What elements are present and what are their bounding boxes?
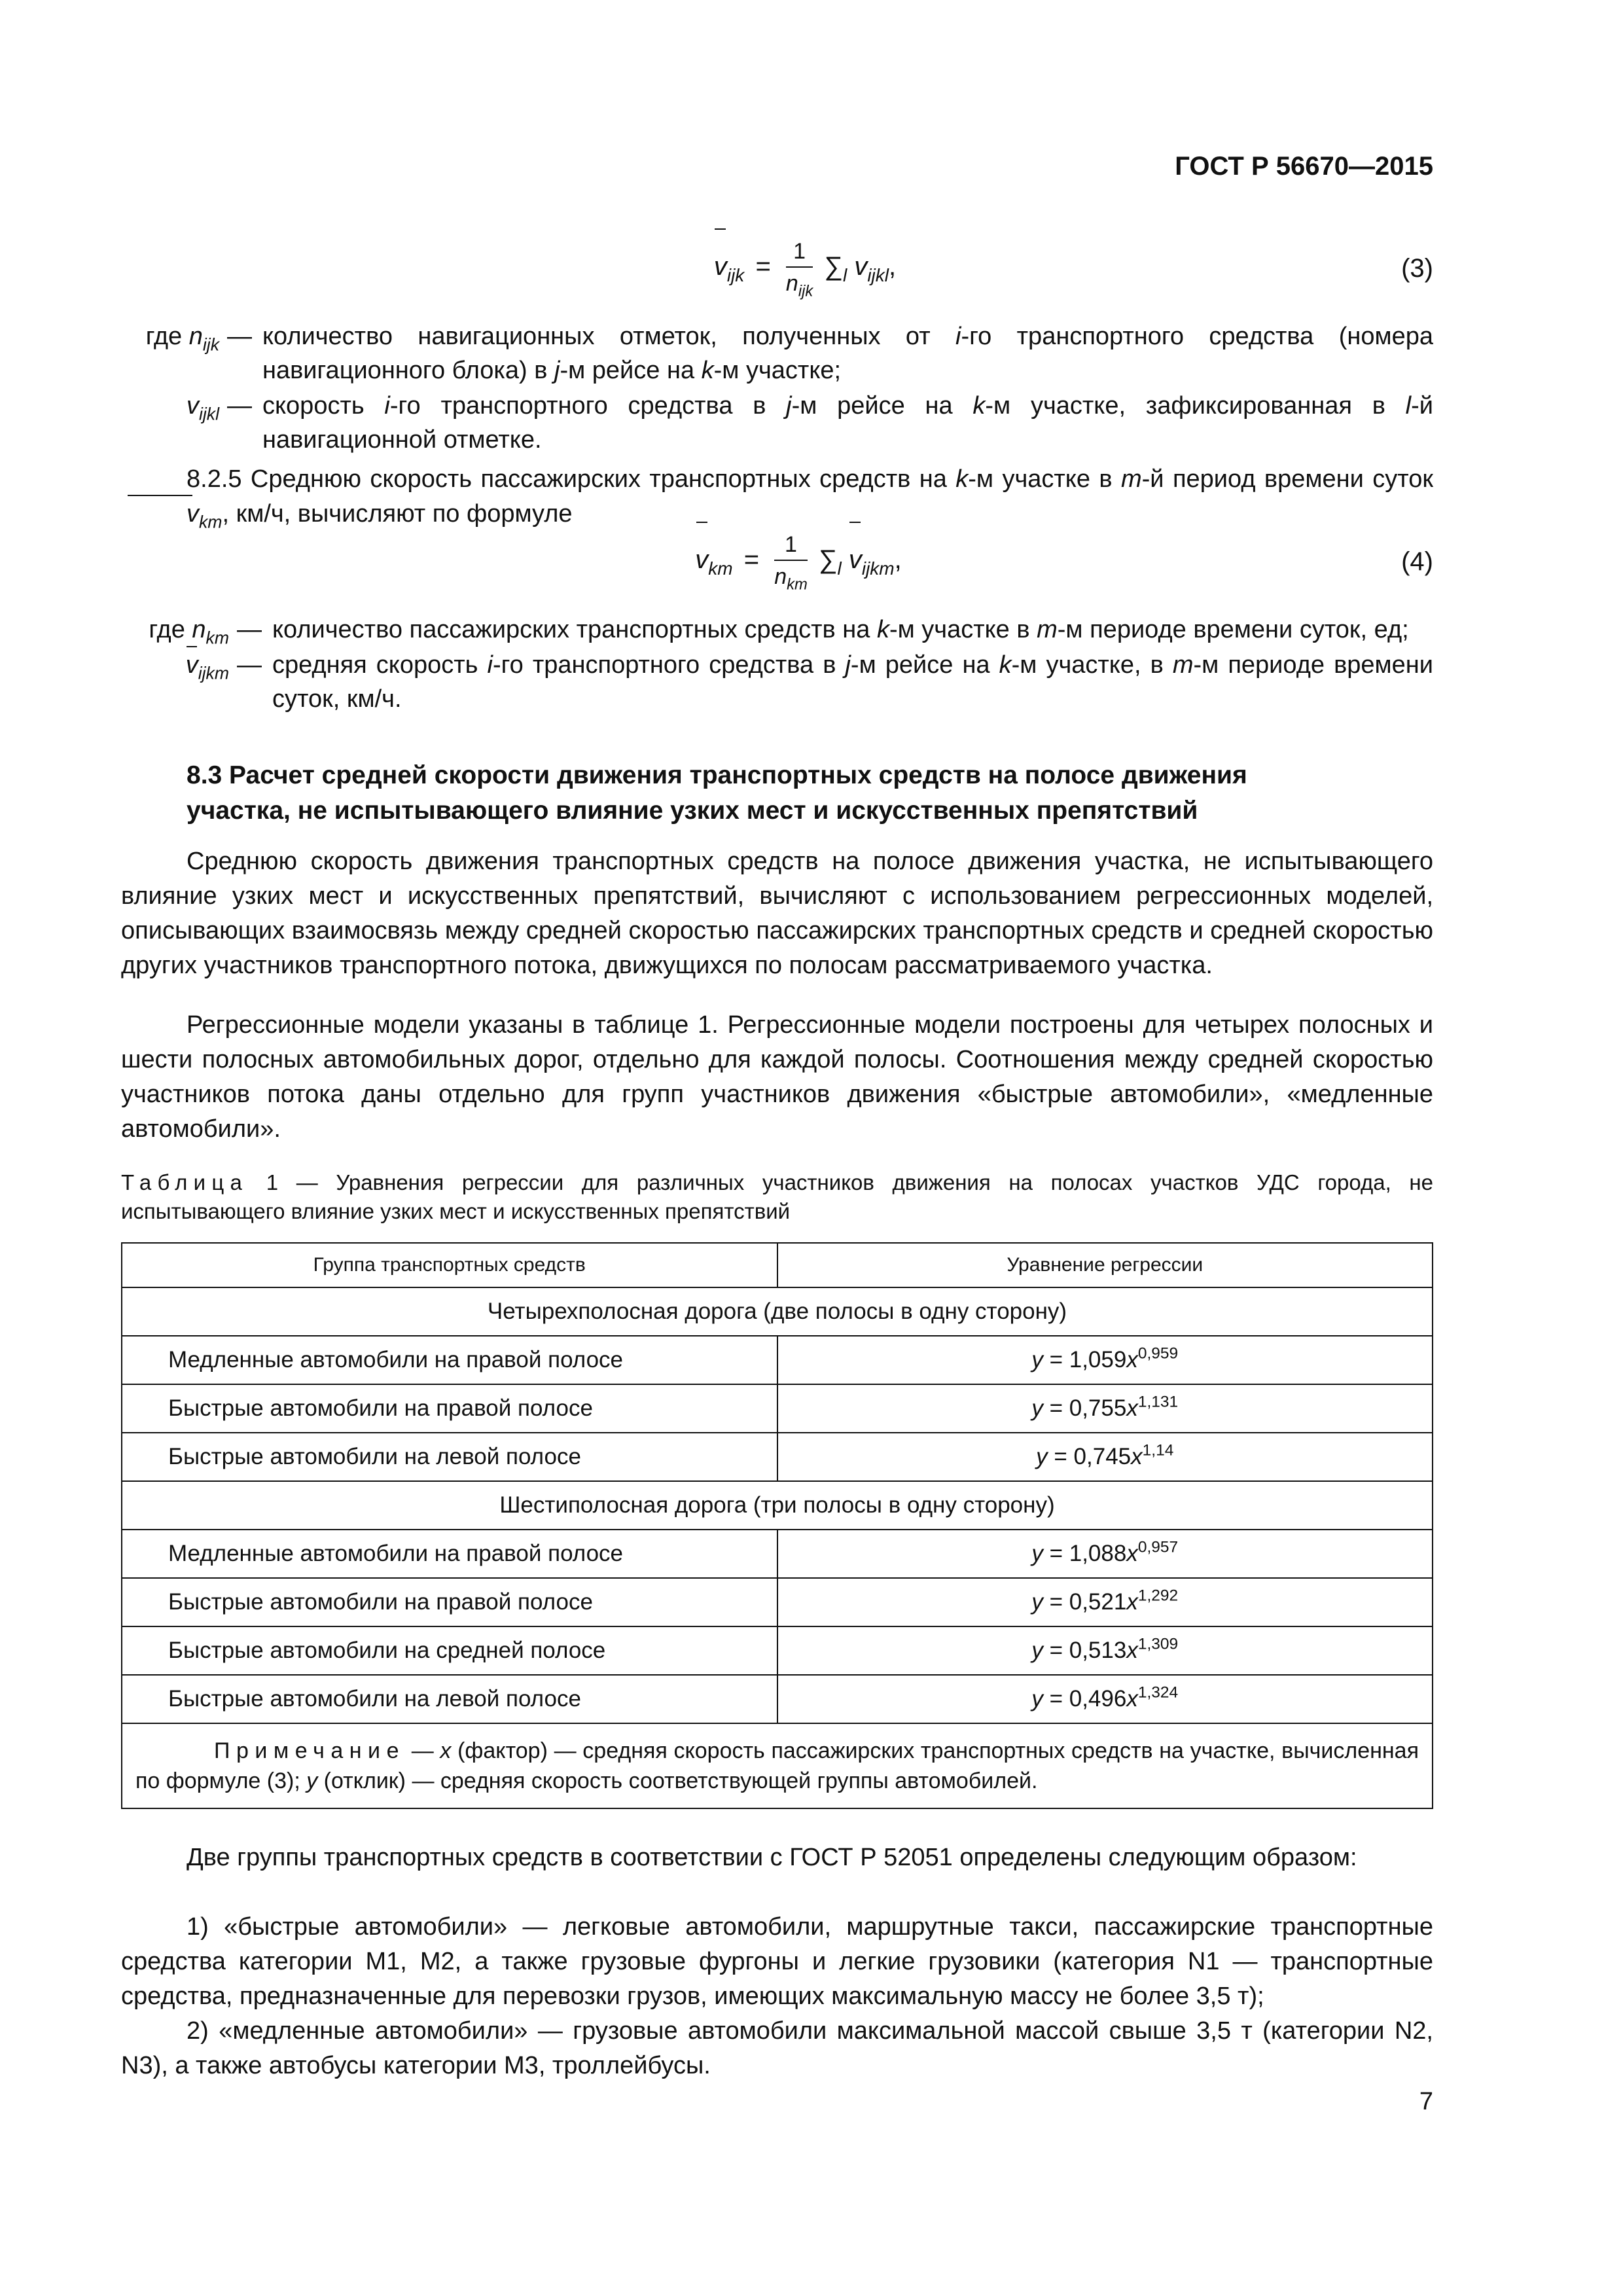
group-six-lane: Шестиполосная дорога (три полосы в одну сторону) (122, 1481, 1433, 1530)
table-row (122, 1578, 1433, 1626)
row-equation: $y = 0,496x^{1,324}$ (777, 1675, 1433, 1723)
section-8-3-heading: 8.3 Расчет средней скорости движения транспортных средств на полосе движения участка, не испытывающего влияние узких мест и искусственных препятствий (187, 761, 1247, 825)
row-label: Быстрые автомобили на правой полосе (122, 1578, 777, 1626)
row-equation: $y = 0,745x^{1,14}$ (777, 1433, 1433, 1481)
table-group-row (122, 1481, 1433, 1530)
table-row (122, 1626, 1433, 1675)
fraction: $\frac{1}{n_{km}}$ (774, 531, 808, 594)
column-header-equation: Уравнение регрессии (777, 1243, 1433, 1287)
row-label: Быстрые автомобили на средней полосе (122, 1626, 777, 1675)
row-label: Быстрые автомобили на левой полосе (122, 1433, 777, 1481)
formula-3-number: (3) (1401, 254, 1433, 283)
group-four-lane: Четырехполосная дорога (две полосы в одну сторону) (122, 1287, 1433, 1336)
where4-item-1: где $n_{km}$ — количество пассажирских транспортных средств на k-м участке в m-м периоде времени суток, ед; (149, 616, 1409, 648)
groups-item-2: 2) «медленные автомобили» — грузовые автомобили максимальной массой свыше 3,5 т (категории N2, N3), а также автобусы категории М3, троллейбусы. (121, 2017, 1433, 2079)
row-equation: $y = 0,521x^{1,292}$ (777, 1578, 1433, 1626)
table-row (122, 1384, 1433, 1433)
column-header-group: Группа транспортных средств (122, 1243, 777, 1287)
row-label: Медленные автомобили на правой полосе (122, 1336, 777, 1384)
document-id: ГОСТ Р 56670—2015 (1175, 152, 1433, 181)
table-note: Примечание — x (фактор) — средняя скорость пассажирских транспортных средств на участке, вычисленная по формуле (3); y (отклик) — средняя скорость соответствующей группы автомобилей. (122, 1723, 1433, 1808)
row-equation: $y = 1,059x^{0,959}$ (777, 1336, 1433, 1384)
table-1 (121, 1242, 1433, 1809)
row-equation: $y = 0,755x^{1,131}$ (777, 1384, 1433, 1433)
table-group-row (122, 1287, 1433, 1336)
row-label: Медленные автомобили на правой полосе (122, 1530, 777, 1578)
table-caption-label: Таблица (121, 1170, 249, 1194)
section-8-3-paragraph-2: Регрессионные модели указаны в таблице 1. Регрессионные модели построены для четырех полосных и шести полосных автомобильных дорог, отдельно для каждой полосы. Соотношения между средней скоростью участников потока даны отдельно для групп участников движения «быстрые автомобили», «медленные автомобили». (121, 1011, 1433, 1143)
section-8-3-paragraph-1: Среднюю скорость движения транспортных средств на полосе движения участка, не испытывающего влияние узких мест и искусственных препятствий, вычисляют с использованием регрессионных моделей, описывающих взаимосвязь между средней скоростью пассажирских транспортных средств и средней скоростью других участников транспортного потока, движущихся по полосам рассматриваемого участка. (121, 848, 1433, 979)
table-header-row (122, 1243, 1433, 1287)
table-note-row (122, 1723, 1433, 1808)
where-block-4 (121, 613, 1433, 716)
paragraph-8-2-5: 8.2.5 Среднюю скорость пассажирских транспортных средств на k-м участке в m-й период времени суток $v_{km}$, км/ч, вычисляют по формуле (121, 462, 1433, 531)
formula-4-number: (4) (1401, 547, 1433, 576)
groups-paragraph: Две группы транспортных средств в соответствии с ГОСТ Р 52051 определены следующим образом: (187, 1844, 1357, 1871)
row-label: Быстрые автомобили на правой полосе (122, 1384, 777, 1433)
table-row (122, 1336, 1433, 1384)
formula-3: $v_{ijk}$ = $\frac{1}{n_{ijk}}$ $\sum_l$ $v_{ijkl}$, (654, 230, 955, 302)
table-caption-text: 1 — Уравнения регрессии для различных участников движения на полосах участков УДС города, не испытывающего влияние узких мест и искусственных препятствий (121, 1170, 1434, 1223)
groups-item-1: 1) «быстрые автомобили» — легковые автомобили, маршрутные такси, пассажирские транспортные средства категории М1, М2, а также грузовые фургоны и легкие грузовики (категория N1 — транспортные средства, предназначенные для перевозки грузов, имеющих максимальную массу не более 3,5 т); (121, 1913, 1433, 2010)
row-equation: $y = 1,088x^{0,957}$ (777, 1530, 1433, 1578)
table-row (122, 1530, 1433, 1578)
fraction: $\frac{1}{n_{ijk}}$ (785, 238, 813, 300)
where3-item-1: где $n_{ijk}$ — количество навигационных отметок, полученных от i-го транспортного средства (номера навигационного блока) в j-м рейсе на k-м участке; (145, 323, 1433, 384)
page-number: 7 (1419, 2088, 1433, 2115)
where-block-3 (121, 319, 1433, 457)
formula-4: $v_{km}$ = $\frac{1}{n_{km}}$ $\sum_l$ $v_{ijkm}$, (635, 524, 962, 596)
where4-item-2: $v_{ijkm}$ — средняя скорость i-го транспортного средства в j-м рейсе на k-м участке, в m-м периоде времени суток, км/ч. (121, 648, 1433, 716)
table-row (122, 1675, 1433, 1723)
table-1-caption (121, 1168, 1433, 1226)
row-label: Быстрые автомобили на левой полосе (122, 1675, 777, 1723)
row-equation: $y = 0,513x^{1,309}$ (777, 1626, 1433, 1675)
table-row (122, 1433, 1433, 1481)
where3-item-2: $v_{ijkl}$ — скорость i-го транспортного средства в j-м рейсе на k-м участке, зафиксированная в l-й навигационной отметке. (186, 392, 1433, 454)
